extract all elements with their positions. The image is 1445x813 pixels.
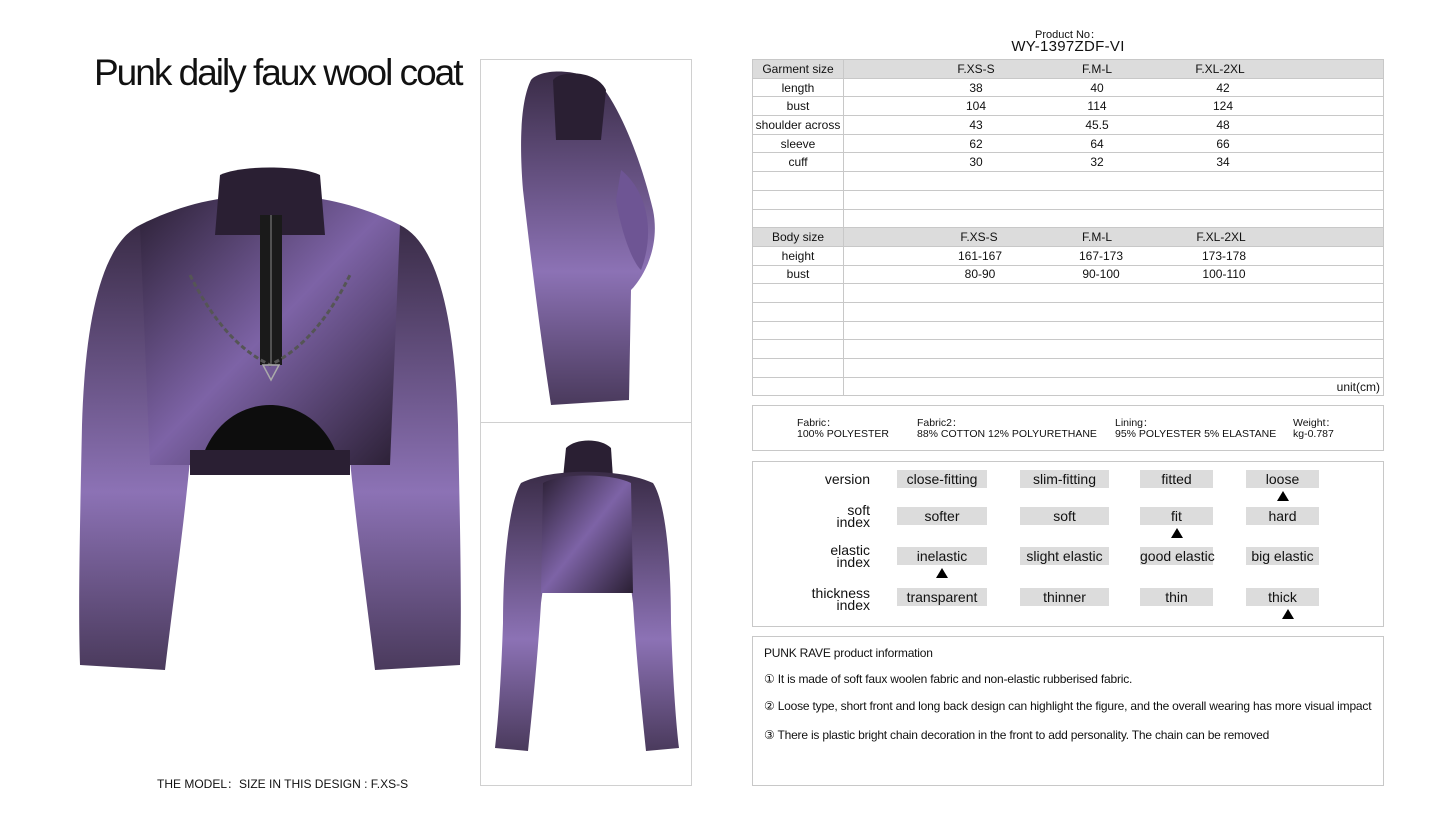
fabric-item <box>797 418 889 440</box>
table-cell: 64 <box>1090 136 1104 151</box>
table-cell: 40 <box>1090 80 1104 95</box>
index-option: slim-fitting <box>1020 470 1109 488</box>
row-label: sleeve <box>753 134 844 153</box>
row-label: length <box>753 78 844 97</box>
selected-marker-icon <box>1282 609 1294 619</box>
size-header: F.M-L <box>1082 230 1112 245</box>
index-option: close-fitting <box>897 470 987 488</box>
body-size-header <box>753 228 1384 247</box>
index-option: fit <box>1140 507 1213 525</box>
row-label: cuff <box>753 153 844 172</box>
coat-side-photo <box>481 60 693 424</box>
table-cell: 173-178 <box>1201 248 1247 263</box>
row-label: shoulder across <box>753 116 844 135</box>
table-cell: 30 <box>969 155 983 170</box>
table-cell: 32 <box>1090 155 1104 170</box>
empty-row <box>753 359 1384 378</box>
table-cell: 62 <box>969 136 983 151</box>
index-label: elastic index <box>830 542 870 570</box>
garment-size-label: Garment size <box>753 60 844 79</box>
row-label: bust <box>753 265 844 284</box>
index-label: thickness index <box>811 585 870 613</box>
unit-row <box>753 377 1384 396</box>
table-cell: 104 <box>965 99 987 114</box>
table-row <box>753 97 1384 116</box>
fabric-item <box>1115 418 1276 440</box>
selected-marker-icon <box>1277 491 1289 501</box>
table-cell: 43 <box>969 117 983 132</box>
index-option: loose <box>1246 470 1319 488</box>
row-label: bust <box>753 97 844 116</box>
product-number-value: WY-1397ZDF-VI <box>1011 38 1125 55</box>
fabric-label: Weight： <box>1293 417 1336 429</box>
table-cell: 167-173 <box>1078 248 1124 263</box>
table-row <box>753 153 1384 172</box>
info-heading: PUNK RAVE product information <box>764 646 933 660</box>
empty-row <box>753 340 1384 359</box>
fabric-item <box>1293 418 1336 440</box>
table-cell: 38 <box>969 80 983 95</box>
size-table <box>752 59 1384 396</box>
selected-marker-icon <box>936 568 948 578</box>
selected-marker-icon <box>1171 528 1183 538</box>
index-option: hard <box>1246 507 1319 525</box>
fabric-value: 100% POLYESTER <box>797 428 890 440</box>
unit-label: unit(cm) <box>1336 379 1380 394</box>
info-point: ① It is made of soft faux woolen fabric and non-elastic rubberised fabric. <box>764 672 1133 686</box>
row-label: height <box>753 246 844 265</box>
index-option: thin <box>1140 588 1213 606</box>
index-option: thick <box>1246 588 1319 606</box>
fit-index-panel <box>752 461 1384 627</box>
coat-front-photo <box>70 165 470 685</box>
page-title: Punk daily faux wool coat <box>94 52 462 93</box>
side-view-frame <box>480 59 692 423</box>
fabric-info <box>752 405 1384 451</box>
model-size-note: THE MODEL：SIZE IN THIS DESIGN : F.XS-S <box>157 777 409 791</box>
index-label: version <box>824 471 870 487</box>
table-cell: 124 <box>1212 99 1234 114</box>
table-cell: 90-100 <box>1082 267 1120 282</box>
empty-row <box>753 321 1384 340</box>
fabric-label: Fabric2： <box>917 417 963 429</box>
table-row <box>753 246 1384 265</box>
index-option: transparent <box>897 588 987 606</box>
index-label: soft index <box>836 502 870 530</box>
size-header: F.M-L <box>1082 61 1112 76</box>
table-cell: 161-167 <box>957 248 1003 263</box>
empty-row <box>753 284 1384 303</box>
table-cell: 48 <box>1216 117 1230 132</box>
table-cell: 66 <box>1216 136 1230 151</box>
fabric-value: kg-0.787 <box>1293 428 1334 440</box>
index-option: soft <box>1020 507 1109 525</box>
info-point: ② Loose type, short front and long back design can highlight the figure, and the overall wearing has more visual impact <box>764 699 1372 713</box>
fabric-label: Fabric： <box>797 417 837 429</box>
table-cell: 100-110 <box>1202 267 1246 282</box>
product-info <box>752 636 1384 786</box>
index-option: thinner <box>1020 588 1109 606</box>
body-size-label: Body size <box>753 228 844 247</box>
index-option: good elastic <box>1140 548 1215 564</box>
fabric-value: 88% COTTON 12% POLYURETHANE <box>917 428 1097 440</box>
size-header: F.XL-2XL <box>1196 230 1246 245</box>
table-row <box>753 134 1384 153</box>
fabric-label: Lining： <box>1115 417 1154 429</box>
size-header: F.XL-2XL <box>1195 61 1245 76</box>
table-cell: 80-90 <box>964 267 996 282</box>
coat-back-photo <box>481 423 693 786</box>
fabric-item <box>917 418 1097 440</box>
info-point: ③ There is plastic bright chain decoration in the front to add personality. The chain can be removed <box>764 728 1270 742</box>
garment-size-header <box>753 60 1384 79</box>
table-cell: 114 <box>1087 99 1107 114</box>
table-row <box>753 78 1384 97</box>
index-option: big elastic <box>1246 547 1319 565</box>
empty-row <box>753 302 1384 321</box>
table-cell: 45.5 <box>1085 117 1109 132</box>
product-number-label: Product No： <box>1034 29 1102 41</box>
empty-row <box>753 190 1384 209</box>
table-cell: 34 <box>1216 155 1230 170</box>
table-cell: 42 <box>1216 80 1230 95</box>
table-row <box>753 265 1384 284</box>
index-option: fitted <box>1140 470 1213 488</box>
size-header: F.XS-S <box>960 230 998 245</box>
index-option: softer <box>897 507 987 525</box>
empty-row <box>753 209 1384 228</box>
index-option: inelastic <box>897 547 987 565</box>
empty-row <box>753 172 1384 191</box>
index-option: slight elastic <box>1020 547 1109 565</box>
fabric-value: 95% POLYESTER 5% ELASTANE <box>1115 428 1277 440</box>
size-header: F.XS-S <box>957 61 995 76</box>
back-view-frame <box>480 423 692 786</box>
table-row <box>753 116 1384 135</box>
